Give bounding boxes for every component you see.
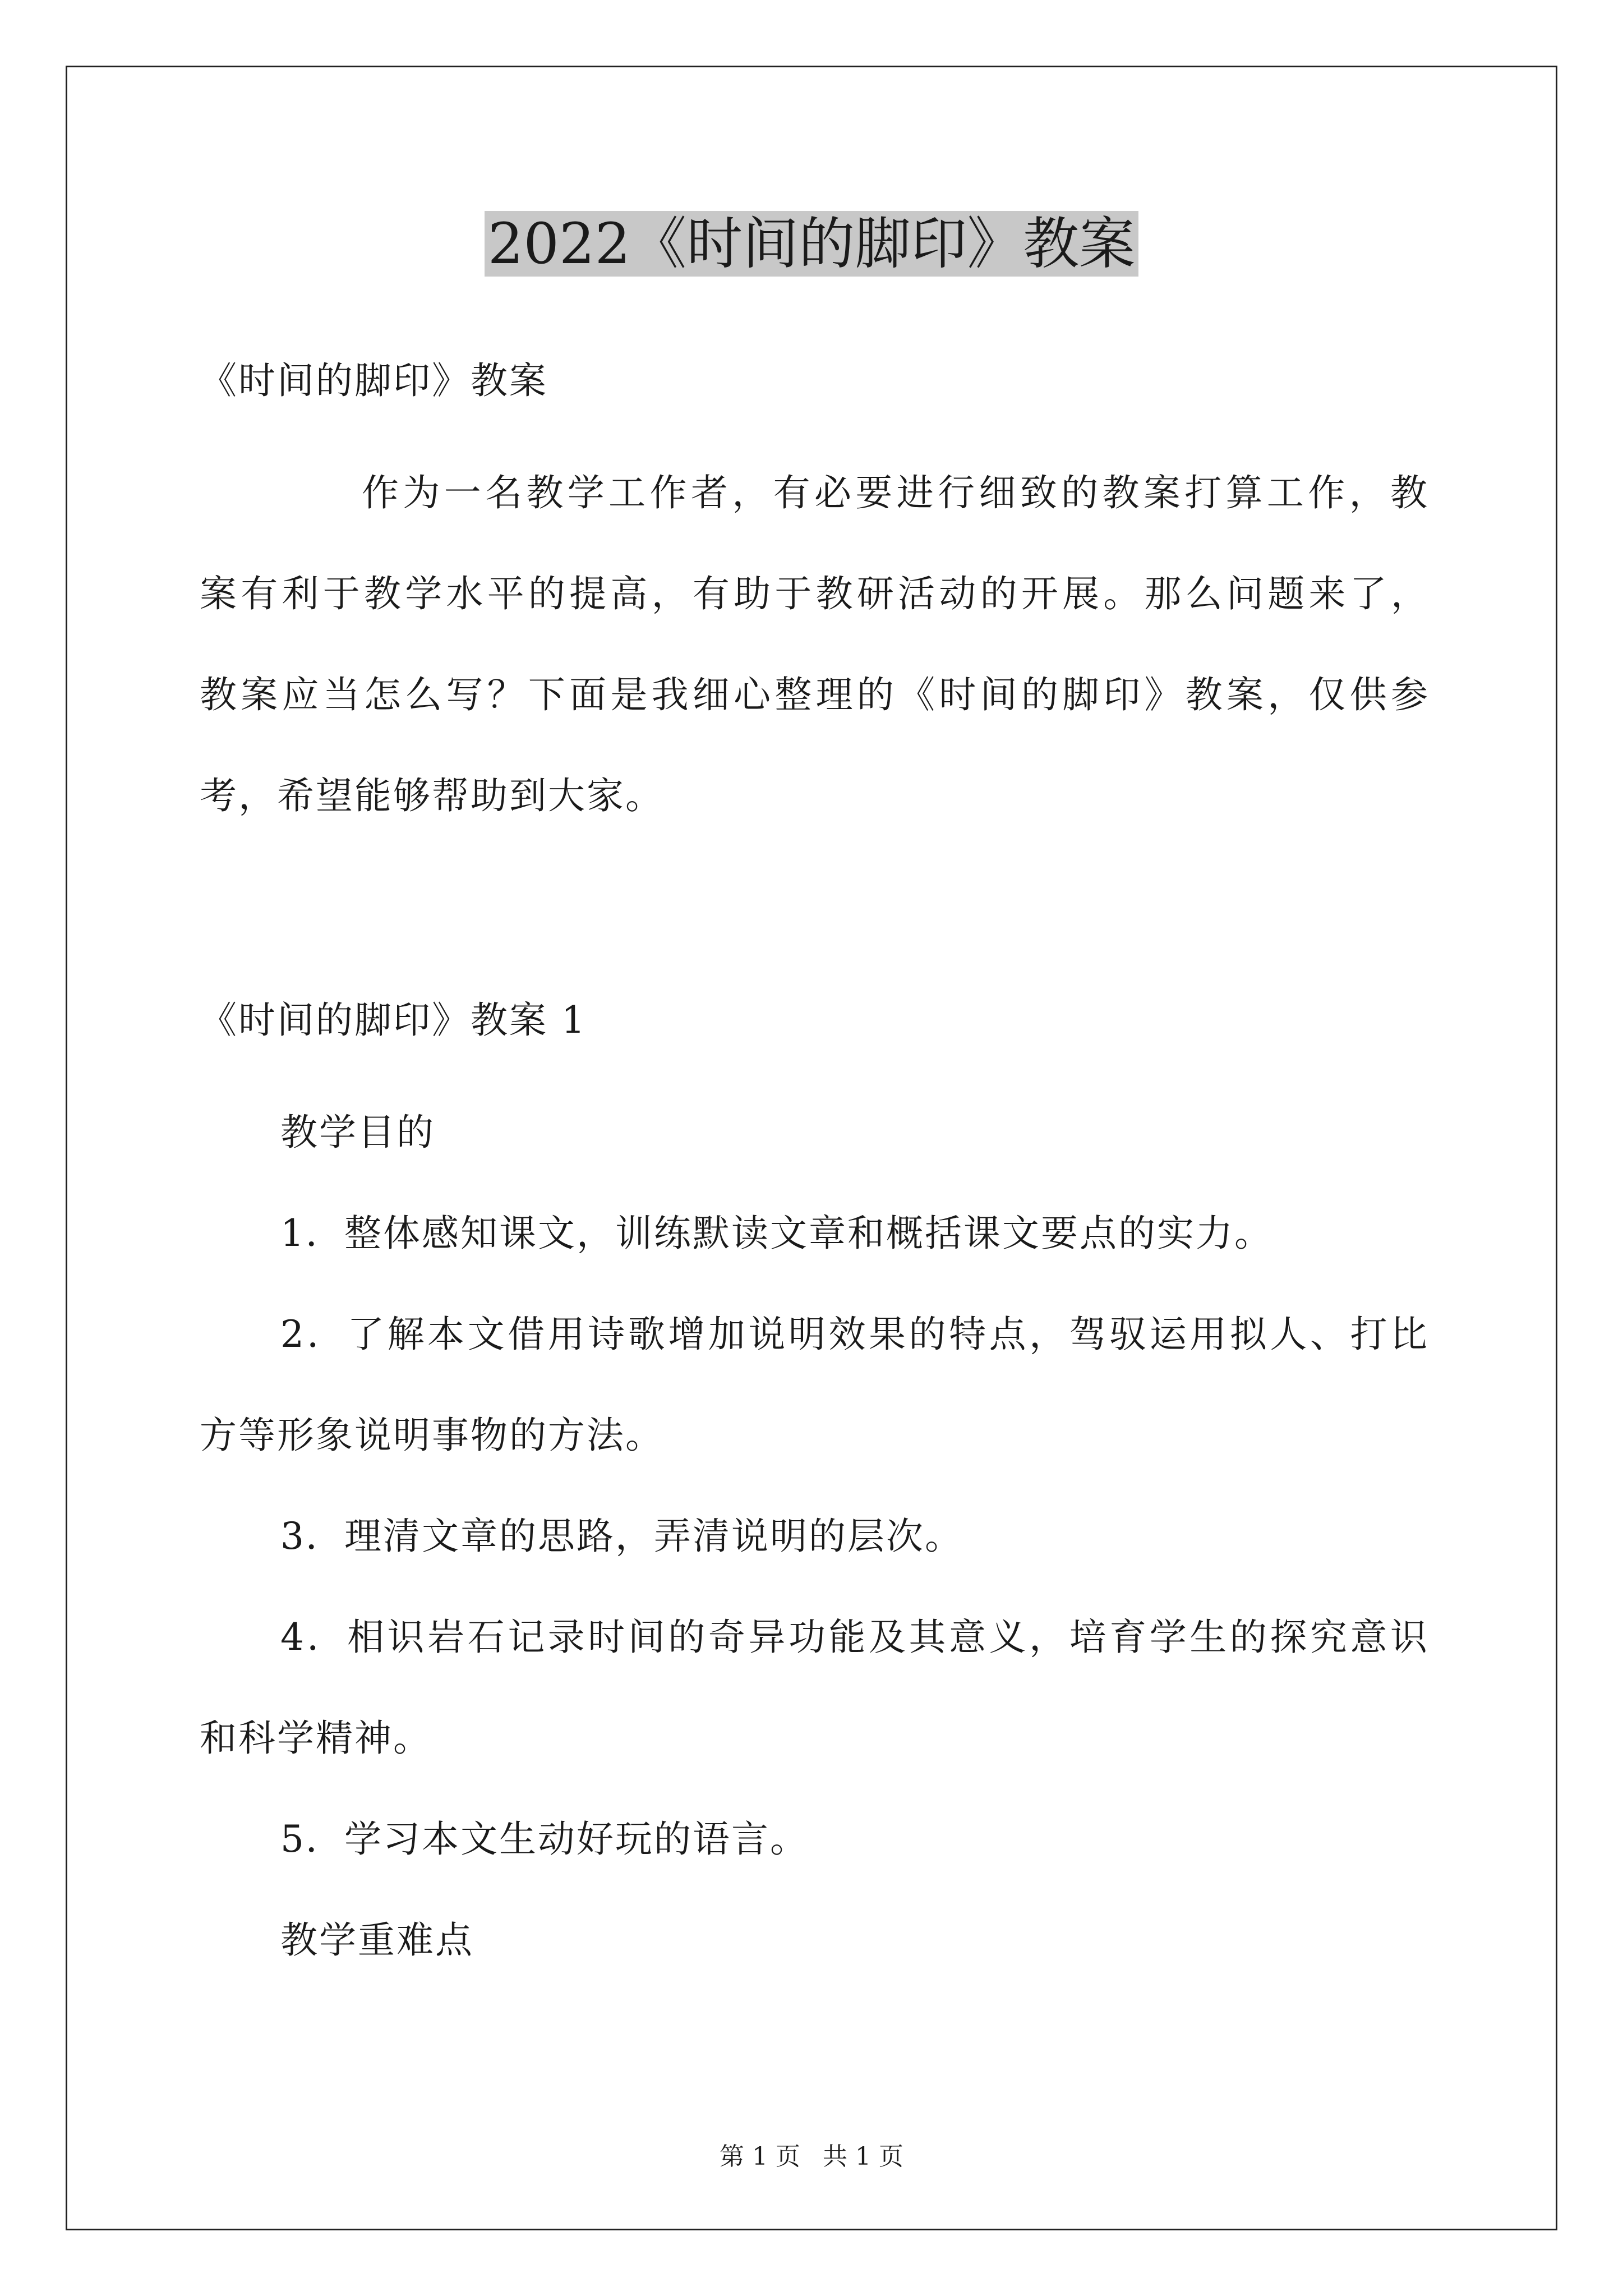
intro-line-1: 作为一名教学工作者，有必要进行细致的教案打算工作，教 xyxy=(362,471,1427,514)
objective-4-line-1: 4．相识岩石记录时间的奇异功能及其意义，培育学生的探究意识 xyxy=(280,1616,1427,1659)
section-heading: 《时间的脚印》教案 1 xyxy=(200,999,587,1042)
objective-3: 3．理清文章的思路，弄清说明的层次。 xyxy=(280,1515,963,1558)
subtitle: 《时间的脚印》教案 xyxy=(200,359,548,402)
objective-1: 1．整体感知课文，训练默读文章和概括课文要点的实力。 xyxy=(280,1212,1273,1255)
page-number: 第 1 页 xyxy=(720,2142,800,2171)
page-total: 共 1 页 xyxy=(823,2142,903,2171)
objective-5: 5．学习本文生动好玩的语言。 xyxy=(280,1818,809,1861)
intro-line-4: 考，希望能够帮助到大家。 xyxy=(200,774,664,817)
objectives-heading: 教学目的 xyxy=(280,1111,435,1154)
objective-4-line-2: 和科学精神。 xyxy=(200,1717,432,1760)
title-text: 2022《时间的脚印》教案 xyxy=(485,211,1139,277)
intro-line-3: 教案应当怎么写？下面是我细心整理的《时间的脚印》教案，仅供参 xyxy=(200,673,1428,716)
objective-2-line-1: 2．了解本文借用诗歌增加说明效果的特点，驾驭运用拟人、打比 xyxy=(280,1313,1427,1356)
page-footer xyxy=(0,2136,1623,2172)
difficulty-heading: 教学重难点 xyxy=(280,1918,474,1962)
intro-line-2: 案有利于教学水平的提高，有助于教研活动的开展。那么问题来了， xyxy=(200,572,1428,615)
document-title xyxy=(0,208,1623,280)
objective-2-line-2: 方等形象说明事物的方法。 xyxy=(200,1414,664,1457)
